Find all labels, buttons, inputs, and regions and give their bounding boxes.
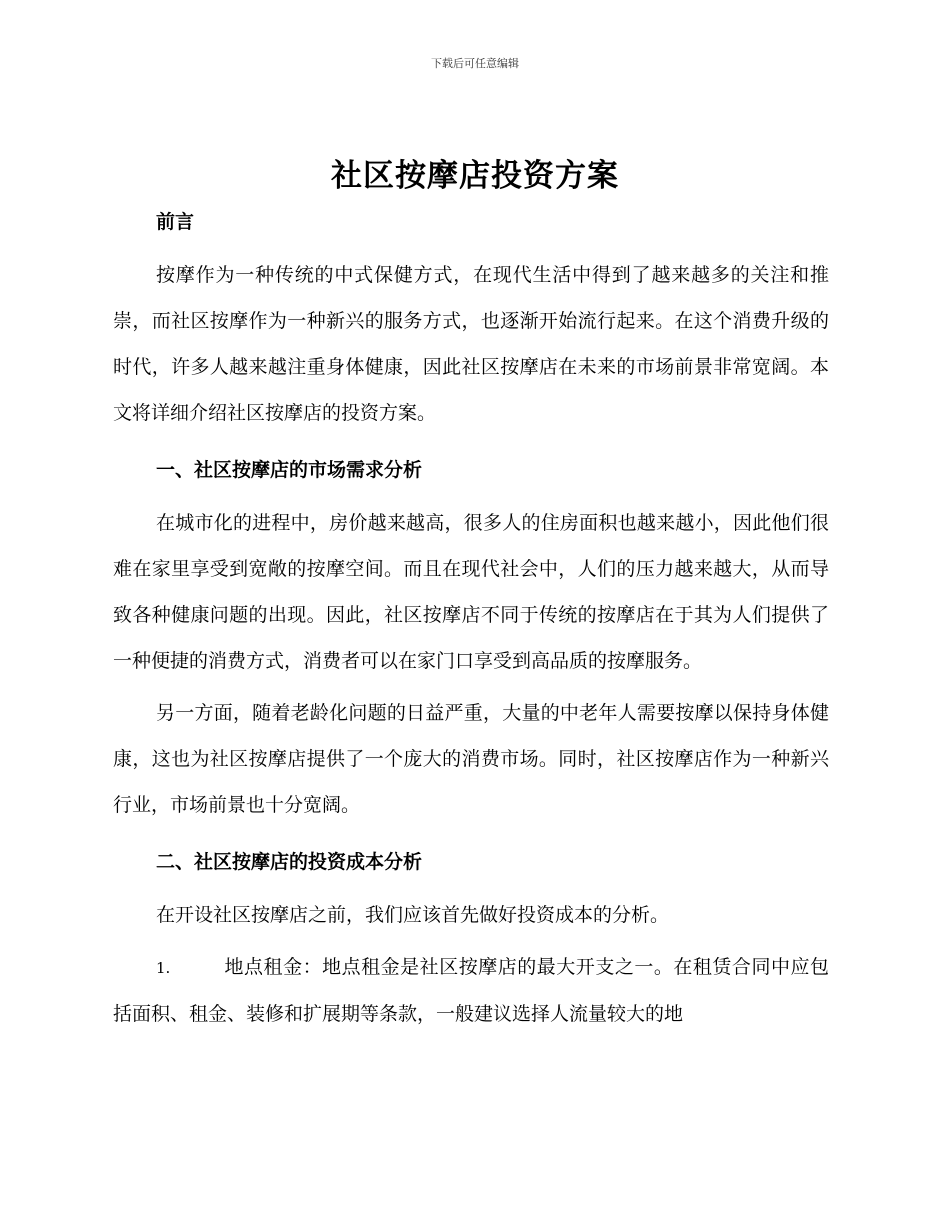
- document-title: 社区按摩店投资方案: [331, 158, 619, 194]
- document-body: [113, 198, 829, 1037]
- section1-heading: 一、社区按摩店的市场需求分析: [156, 459, 423, 481]
- list-item-text: 地点租金：地点租金是社区按摩店的最大开支之一。在租赁合同中应包括面积、租金、装修和扩展期等条款，一般建议选择人流量较大的地: [113, 956, 829, 1025]
- preface-paragraph: 按摩作为一种传统的中式保健方式，在现代生活中得到了越来越多的关注和推崇，而社区按摩作为一种新兴的服务方式，也逐渐开始流行起来。在这个消费升级的时代，许多人越来越注重身体健康，因此社区按摩店在未来的市场前景非常宽阔。本文将详细介绍社区按摩店的投资方案。: [113, 264, 829, 424]
- preface-heading: 前言: [156, 211, 195, 233]
- section2-paragraph-1: 在开设社区按摩店之前，我们应该首先做好投资成本的分析。: [156, 904, 670, 926]
- list-item: [113, 944, 829, 1037]
- header-note: 下载后可任意编辑: [431, 57, 519, 70]
- list-item-number: 1.: [156, 959, 171, 977]
- section1-paragraph-2: 另一方面，随着老龄化问题的日益严重，大量的中老年人需要按摩以保持身体健康，这也为社区按摩店提供了一个庞大的消费市场。同时，社区按摩店作为一种新兴行业，市场前景也十分宽阔。: [113, 702, 829, 816]
- section1-paragraph-1: 在城市化的进程中，房价越来越高，很多人的住房面积也越来越小，因此他们很难在家里享受到宽敞的按摩空间。而且在现代社会中，人们的压力越来越大，从而导致各种健康问题的出现。因此，社区按摩店不同于传统的按摩店在于其为人们提供了一种便捷的消费方式，消费者可以在家门口享受到高品质的按摩服务。: [113, 512, 829, 672]
- section2-heading: 二、社区按摩店的投资成本分析: [156, 851, 423, 873]
